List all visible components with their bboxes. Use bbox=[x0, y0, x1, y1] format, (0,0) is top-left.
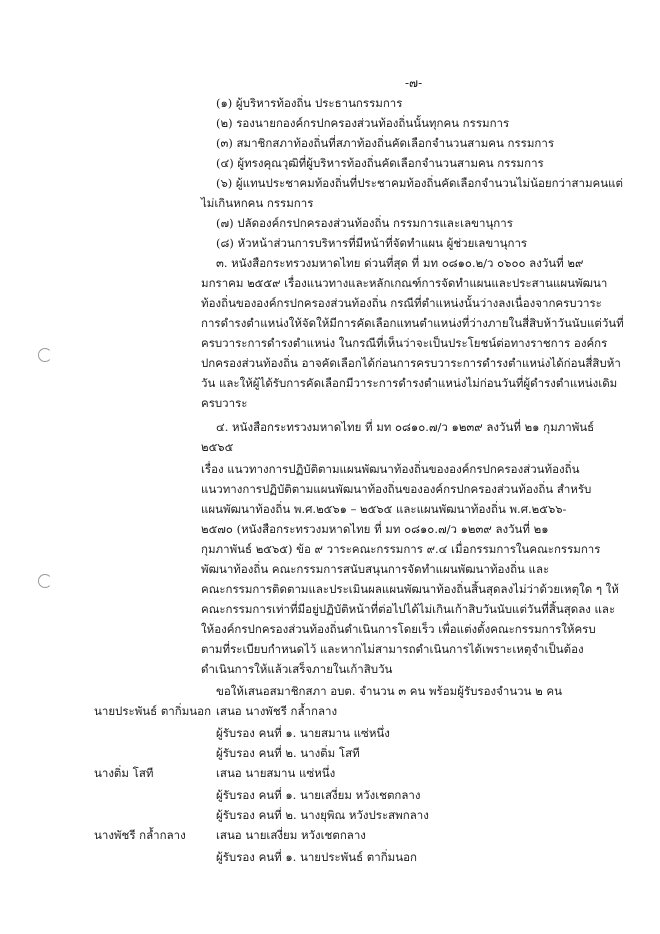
speaker-name: นางติ่ม โสที bbox=[94, 766, 154, 780]
list-item: (๓) สมาชิกสภาท้องถิ่นที่สภาท้องถิ่นคัดเลือกจำนวนสามคน กรรมการ bbox=[216, 136, 555, 150]
list-item: (๒) รองนายกองค์กรปกครองส่วนท้องถิ่นนั้นทุกคน กรรมการ bbox=[216, 116, 510, 130]
paragraph-line: ดำเนินการให้แล้วเสร็จภายในเก้าสิบวัน bbox=[201, 662, 393, 676]
list-item: (๔) ผู้ทรงคุณวุฒิที่ผู้บริหารท้องถิ่นคัดเลือกจำนวนสามคน กรรมการ bbox=[216, 156, 544, 170]
paragraph-line: แผนพัฒนาท้องถิ่น พ.ศ.๒๕๖๑ – ๒๕๖๕ และแผนพัฒนาท้องถิ่น พ.ศ.๒๕๖๖- bbox=[201, 502, 567, 516]
list-item: (๑) ผู้บริหารท้องถิ่น ประธานกรรมการ bbox=[216, 96, 403, 110]
list-item: (๘) หัวหน้าส่วนการบริหารที่มีหน้าที่จัดทำแผน ผู้ช่วยเลขานุการ bbox=[216, 236, 528, 250]
paragraph-line: วัน และให้ผู้ได้รับการคัดเลือกมีวาระการดำรงตำแหน่งไม่ก่อนวันที่ผู้ดำรงตำแหน่งเดิม bbox=[201, 376, 618, 390]
endorser-line: ผู้รับรอง คนที่ ๑. นายสมาน แซ่หนึ่ง bbox=[216, 726, 390, 740]
paragraph-line: ปกครองส่วนท้องถิ่น อาจคัดเลือกได้ก่อนการครบวาระการดำรงตำแหน่งได้ก่อนสี่สิบห้า bbox=[201, 356, 621, 370]
endorser-line: ผู้รับรอง คนที่ ๑. นายเสงี่ยม หวังเชตกลาง bbox=[216, 788, 421, 802]
speaker-name: นางพัชรี กล้ำกลาง bbox=[94, 828, 186, 842]
list-item: (๗) ปลัดองค์กรปกครองส่วนท้องถิ่น กรรมการและเลขานุการ bbox=[216, 216, 513, 230]
endorser-line: ผู้รับรอง คนที่ ๑. นายประพันธ์ ตากิ่มนอก bbox=[216, 850, 417, 864]
paragraph-line: ตามที่ระเบียบกำหนดไว้ และหากไม่สามารถดำเนินการได้เพราะเหตุจำเป็นต้อง bbox=[201, 642, 584, 656]
paragraph-line: คณะกรรมการเท่าที่มีอยู่ปฏิบัติหน้าที่ต่อไปได้ไม่เกินเก้าสิบวันนับแต่วันที่สิ้นสุดลง และ bbox=[201, 602, 616, 616]
paragraph-line: ๒๕๖๕ bbox=[201, 440, 234, 454]
paragraph-line: กุมภาพันธ์ ๒๕๖๕) ข้อ ๙ วาระคณะกรรมการ ๙.๔ เมื่อกรรมการในคณะกรรมการ bbox=[201, 542, 601, 556]
paragraph-line: ครบวาระการดำรงตำแหน่ง ในกรณีที่เห็นว่าจะเป็นประโยชน์ต่อทางราชการ องค์กร bbox=[201, 336, 608, 350]
paragraph-line: การดำรงตำแหน่งให้จัดให้มีการคัดเลือกแทนตำแหน่งที่ว่างภายในสี่สิบห้าวันนับแต่วันที่ bbox=[201, 316, 624, 330]
paragraph-line: ครบวาระ bbox=[201, 396, 248, 410]
paragraph-line: พัฒนาท้องถิ่น คณะกรรมการสนับสนุนการจัดทำแผนพัฒนาท้องถิ่น และ bbox=[201, 562, 550, 576]
list-item: (๖) ผู้แทนประชาคมท้องถิ่นที่ประชาคมท้องถิ่นคัดเลือกจำนวนไม่น้อยกว่าสามคนแต่ bbox=[216, 176, 623, 190]
paragraph-line: ๓. หนังสือกระทรวงมหาดไทย ด่วนที่สุด ที่ มท ๐๘๑๐.๒/ว ๐๖๐๐ ลงวันที่ ๒๙ bbox=[216, 256, 584, 270]
paragraph-line: แนวทางการปฏิบัติตามแผนพัฒนาท้องถิ่นขององค์กรปกครองส่วนท้องถิ่น สำหรับ bbox=[201, 482, 592, 496]
endorser-line: ผู้รับรอง คนที่ ๒. นางติ่ม โสที bbox=[216, 746, 360, 760]
page-number: -๗- bbox=[405, 76, 423, 90]
paragraph-line: ท้องถิ่นขององค์กรปกครองส่วนท้องถิ่น กรณีที่ตำแหน่งนั้นว่างลงเนื่องจากครบวาระ bbox=[201, 296, 602, 310]
punch-hole-icon bbox=[38, 574, 52, 588]
punch-hole-icon bbox=[38, 348, 52, 362]
paragraph-line: เรื่อง แนวทางการปฏิบัติตามแผนพัฒนาท้องถิ่นขององค์กรปกครองส่วนท้องถิ่น bbox=[201, 462, 580, 476]
paragraph-line: ๒๕๗๐ (หนังสือกระทรวงมหาดไทย ที่ มท ๐๘๑๐.๗/ว ๑๒๓๙ ลงวันที่ ๒๑ bbox=[201, 522, 549, 536]
endorser-line: ผู้รับรอง คนที่ ๒. นางยุพิณ หวังประสพกลาง bbox=[216, 808, 429, 822]
nomination-propose: เสนอ นายสมาน แซ่หนึ่ง bbox=[216, 766, 336, 780]
paragraph-line: ๔. หนังสือกระทรวงมหาดไทย ที่ มท ๐๘๑๐.๗/ว ๑๒๓๙ ลงวันที่ ๒๑ กุมภาพันธ์ bbox=[216, 420, 595, 434]
nomination-propose: เสนอ นายเสงี่ยม หวังเชตกลาง bbox=[216, 828, 366, 842]
paragraph-line: มกราคม ๒๕๕๙ เรื่องแนวทางและหลักเกณฑ์การจัดทำแผนและประสานแผนพัฒนา bbox=[201, 276, 608, 290]
list-item: ไม่เกินหกคน กรรมการ bbox=[201, 196, 314, 210]
paragraph-line: คณะกรรมการติดตามและประเมินผลแผนพัฒนาท้องถิ่นสิ้นสุดลงไม่ว่าด้วยเหตุใด ๆ ให้ bbox=[201, 582, 619, 596]
paragraph-line: ให้องค์กรปกครองส่วนท้องถิ่นดำเนินการโดยเร็ว เพื่อแต่งตั้งคณะกรรมการให้ครบ bbox=[201, 622, 596, 636]
request-line: ขอให้เสนอสมาชิกสภา อบต. จำนวน ๓ คน พร้อมผู้รับรองจำนวน ๒ คน bbox=[216, 684, 562, 698]
nomination-propose: เสนอ นางพัชรี กล้ำกลาง bbox=[216, 704, 338, 718]
speaker-name: นายประพันธ์ ตากิ่มนอก bbox=[94, 704, 212, 718]
